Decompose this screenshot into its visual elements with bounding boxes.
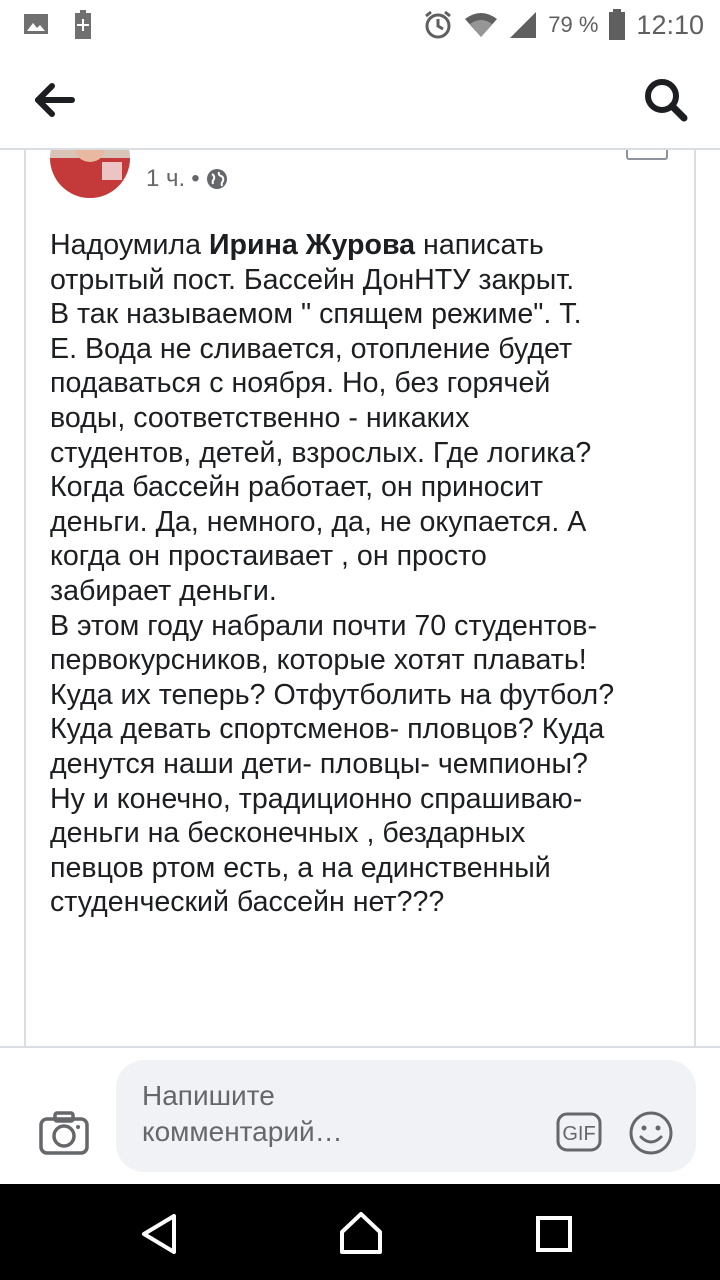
signal-icon bbox=[508, 10, 538, 40]
arrow-back-icon bbox=[28, 78, 80, 122]
post-card bbox=[24, 150, 696, 1046]
comment-input[interactable] bbox=[116, 1060, 696, 1172]
post-line: забирает деньги. bbox=[50, 574, 277, 607]
home-icon bbox=[338, 1210, 384, 1256]
system-nav-bar bbox=[0, 1184, 720, 1280]
post-text-after-mention: написать bbox=[415, 229, 544, 261]
gif-label: GIF bbox=[562, 1123, 596, 1145]
comment-placeholder-line: Напишите bbox=[142, 1080, 275, 1111]
avatar-image bbox=[50, 150, 130, 198]
post-line: Ну и конечно, традиционно спрашиваю- bbox=[50, 782, 583, 815]
alarm-icon bbox=[422, 9, 454, 41]
app-header bbox=[0, 50, 720, 150]
post-line: Куда их теперь? Отфутболить на футбол? bbox=[50, 678, 615, 711]
mention-link[interactable]: Ирина Журова bbox=[208, 229, 416, 261]
post-line: когда он простаивает , он просто bbox=[50, 540, 487, 573]
post-line: В так называемом " спящем режиме". Т. bbox=[50, 298, 582, 331]
gallery-icon bbox=[22, 10, 50, 38]
post-line: В этом году набрали почти 70 студентов- bbox=[50, 609, 597, 642]
emoji-icon bbox=[628, 1110, 674, 1156]
status-time: 12:10 bbox=[636, 9, 704, 40]
post-text-start: Надоумила bbox=[50, 229, 209, 261]
post-line: воды, соответственно - никаких bbox=[50, 401, 470, 434]
post-line: Когда бассейн работает, он приносит bbox=[50, 471, 544, 504]
post-line: студентов, детей, взрослых. Где логика? bbox=[50, 436, 592, 469]
battery-percent: 79 % bbox=[548, 12, 599, 37]
triangle-back-icon bbox=[138, 1212, 182, 1256]
post-line: студенческий бассейн нет??? bbox=[50, 886, 445, 919]
comment-bar bbox=[0, 1046, 720, 1184]
post-line: Куда девать спортсменов- пловцов? Куда bbox=[50, 713, 605, 746]
nav-recent-button[interactable] bbox=[534, 1214, 574, 1254]
recent-apps-icon bbox=[534, 1214, 574, 1254]
battery-plus-icon bbox=[74, 10, 92, 40]
post-text bbox=[50, 228, 680, 920]
comment-placeholder bbox=[142, 1078, 502, 1150]
post-line: певцов ртом есть, а на единственный bbox=[50, 851, 551, 884]
post-line: Е. Вода не сливается, отопление будет bbox=[50, 332, 573, 365]
camera-icon bbox=[38, 1110, 90, 1156]
post-time[interactable]: 1 ч. bbox=[146, 165, 186, 192]
nav-back-button[interactable] bbox=[138, 1212, 182, 1256]
post-menu-button[interactable] bbox=[626, 150, 668, 160]
avatar[interactable] bbox=[50, 150, 130, 198]
back-button[interactable] bbox=[28, 78, 80, 122]
status-right bbox=[422, 8, 704, 42]
post-line: отрытый пост. Бассейн ДонНТУ закрыт. bbox=[50, 263, 575, 296]
gif-icon bbox=[556, 1112, 602, 1152]
status-bar bbox=[0, 0, 720, 50]
nav-home-button[interactable] bbox=[338, 1210, 384, 1256]
meta-separator: • bbox=[191, 165, 200, 192]
search-icon bbox=[640, 74, 692, 126]
battery-icon bbox=[608, 9, 626, 41]
post-line: деньги. Да, немного, да, не окупается. А bbox=[50, 505, 587, 538]
post-line-first bbox=[50, 228, 680, 263]
emoji-button[interactable] bbox=[628, 1110, 674, 1156]
post-line: подаваться с ноября. Но, без горячей bbox=[50, 367, 551, 400]
post-line: деньги на бесконечных , бездарных bbox=[50, 817, 526, 850]
comment-placeholder-line: комментарий… bbox=[142, 1116, 343, 1147]
globe-icon bbox=[206, 168, 228, 190]
search-button[interactable] bbox=[640, 74, 692, 126]
post-meta bbox=[146, 164, 228, 194]
status-left-icons bbox=[22, 10, 92, 40]
camera-button[interactable] bbox=[38, 1110, 90, 1156]
post-line: первокурсников, которые хотят плавать! bbox=[50, 644, 587, 677]
wifi-icon bbox=[464, 11, 498, 39]
gif-button[interactable] bbox=[556, 1112, 602, 1152]
post-line: денутся наши дети- пловцы- чемпионы? bbox=[50, 747, 588, 780]
